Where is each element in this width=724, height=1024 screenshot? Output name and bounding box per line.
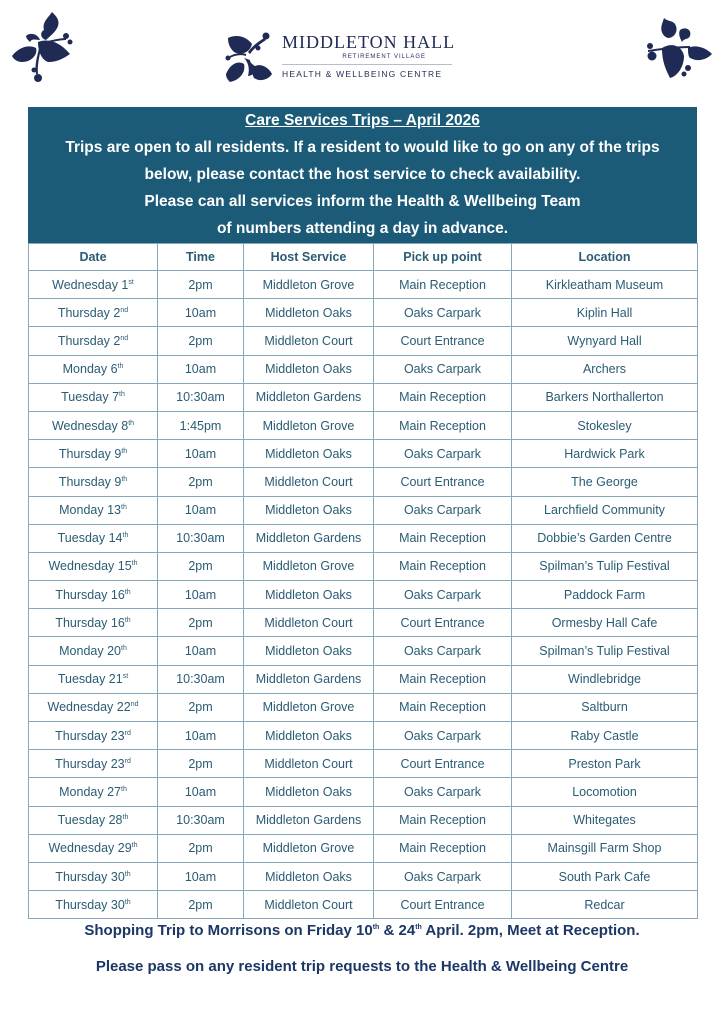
table-row — [29, 299, 698, 327]
date-day: Thursday 30 — [55, 869, 125, 884]
cell-date — [29, 581, 158, 609]
cell-pickup-point: Main Reception — [374, 524, 512, 552]
header-time: Time — [158, 244, 244, 271]
brand-divider — [282, 64, 452, 65]
cell-host-service: Middleton Court — [244, 327, 374, 355]
cell-date — [29, 806, 158, 834]
date-day: Wednesday 22 — [47, 700, 131, 715]
cell-pickup-point: Court Entrance — [374, 891, 512, 919]
shopping-text: Shopping Trip to Morrisons on Friday 10 — [84, 922, 373, 939]
cell-location: The George — [512, 468, 698, 496]
cell-time: 10am — [158, 440, 244, 468]
cell-location: Larchfield Community — [512, 496, 698, 524]
cell-host-service: Middleton Grove — [244, 834, 374, 862]
cell-host-service: Middleton Oaks — [244, 440, 374, 468]
cell-location: Mainsgill Farm Shop — [512, 834, 698, 862]
date-day: Thursday 16 — [55, 615, 125, 630]
leaf-ornament-left-icon — [8, 8, 74, 84]
cell-pickup-point: Oaks Carpark — [374, 581, 512, 609]
date-day: Wednesday 29 — [48, 841, 132, 856]
cell-host-service: Middleton Oaks — [244, 722, 374, 750]
cell-pickup-point: Main Reception — [374, 806, 512, 834]
cell-pickup-point: Court Entrance — [374, 750, 512, 778]
ordinal-suffix: th — [121, 447, 128, 455]
cell-location: Stokesley — [512, 411, 698, 439]
cell-date — [29, 665, 158, 693]
cell-location: Windlebridge — [512, 665, 698, 693]
date-day: Thursday 2 — [57, 333, 121, 348]
shopping-text: April. 2pm, Meet at Reception. — [421, 922, 640, 939]
ordinal-suffix: rd — [124, 729, 131, 737]
ordinal-suffix: th — [372, 924, 380, 931]
ordinal-suffix: th — [117, 363, 124, 370]
cell-time: 10am — [158, 496, 244, 524]
cell-pickup-point: Court Entrance — [374, 468, 512, 496]
cell-host-service: Middleton Gardens — [244, 665, 374, 693]
table-row — [29, 665, 698, 693]
cell-location: Dobbie’s Garden Centre — [512, 524, 698, 552]
cell-location: Preston Park — [512, 750, 698, 778]
date-day: Thursday 30 — [55, 897, 125, 912]
cell-pickup-point: Main Reception — [374, 693, 512, 721]
cell-date — [29, 383, 158, 411]
cell-location: Raby Castle — [512, 722, 698, 750]
brand-subtitle: RETIREMENT VILLAGE — [342, 54, 426, 60]
table-row — [29, 411, 698, 439]
cell-host-service: Middleton Court — [244, 750, 374, 778]
ordinal-suffix: th — [128, 419, 135, 427]
ordinal-suffix: nd — [130, 701, 139, 709]
cell-location: Hardwick Park — [512, 440, 698, 468]
cell-date — [29, 299, 158, 327]
date-day: Monday 27 — [59, 784, 121, 799]
date-day: Thursday 23 — [55, 728, 125, 743]
cell-host-service: Middleton Grove — [244, 693, 374, 721]
table-row — [29, 552, 698, 580]
cell-time: 10:30am — [158, 665, 244, 693]
ordinal-suffix: st — [128, 278, 134, 286]
cell-date — [29, 609, 158, 637]
cell-time: 2pm — [158, 468, 244, 496]
table-row — [29, 355, 698, 383]
cell-pickup-point: Oaks Carpark — [374, 637, 512, 665]
shopping-text: & 24 — [379, 922, 416, 939]
cell-location: Paddock Farm — [512, 581, 698, 609]
banner-line: Please can all services inform the Health & Wellbeing Team — [144, 193, 581, 210]
shopping-trip-note — [0, 922, 724, 939]
date-day: Thursday 2 — [57, 305, 121, 320]
cell-time: 10am — [158, 862, 244, 890]
cell-host-service: Middleton Oaks — [244, 299, 374, 327]
table-row — [29, 891, 698, 919]
cell-time: 10am — [158, 637, 244, 665]
cell-host-service: Middleton Oaks — [244, 862, 374, 890]
trip-requests-note: Please pass on any resident trip requests to the Health & Wellbeing Centre — [95, 958, 629, 975]
ordinal-suffix: th — [124, 588, 131, 596]
header-date: Date — [29, 244, 158, 271]
cell-host-service: Middleton Grove — [244, 271, 374, 299]
cell-date — [29, 637, 158, 665]
leaf-ornament-right-icon — [644, 12, 714, 82]
cell-host-service: Middleton Oaks — [244, 355, 374, 383]
cell-time: 1:45pm — [158, 411, 244, 439]
table-row — [29, 496, 698, 524]
banner-line: of numbers attending a day in advance. — [216, 220, 509, 237]
logo-leaf-icon — [222, 28, 278, 84]
date-day: Monday 6 — [62, 362, 118, 377]
cell-date — [29, 355, 158, 383]
cell-pickup-point: Main Reception — [374, 271, 512, 299]
table-row — [29, 722, 698, 750]
cell-date — [29, 722, 158, 750]
date-day: Thursday 9 — [58, 474, 122, 489]
cell-host-service: Middleton Oaks — [244, 778, 374, 806]
ordinal-suffix: th — [121, 785, 127, 793]
cell-time: 2pm — [158, 327, 244, 355]
cell-location: Wynyard Hall — [512, 327, 698, 355]
cell-host-service: Middleton Grove — [244, 411, 374, 439]
date-day: Tuesday 7 — [61, 390, 120, 405]
brand-name: MIDDLETON HALL — [282, 32, 456, 52]
cell-host-service: Middleton Court — [244, 468, 374, 496]
cell-date — [29, 524, 158, 552]
table-row — [29, 271, 698, 299]
cell-pickup-point: Oaks Carpark — [374, 496, 512, 524]
trips-banner — [28, 107, 697, 243]
cell-host-service: Middleton Court — [244, 609, 374, 637]
table-row — [29, 327, 698, 355]
header-host-service: Host Service — [244, 244, 374, 271]
cell-date — [29, 271, 158, 299]
date-day: Tuesday 21 — [57, 672, 123, 687]
ordinal-suffix: th — [131, 560, 138, 568]
cell-host-service: Middleton Gardens — [244, 524, 374, 552]
brand-centre: HEALTH & WELLBEING CENTRE — [282, 69, 443, 79]
ordinal-suffix: nd — [120, 334, 129, 342]
cell-pickup-point: Oaks Carpark — [374, 778, 512, 806]
cell-pickup-point: Oaks Carpark — [374, 862, 512, 890]
cell-location: Whitegates — [512, 806, 698, 834]
date-day: Monday 13 — [59, 503, 121, 518]
ordinal-suffix: nd — [120, 306, 129, 314]
ordinal-suffix: th — [119, 391, 125, 399]
cell-pickup-point: Oaks Carpark — [374, 440, 512, 468]
date-day: Tuesday 28 — [57, 813, 123, 828]
table-row — [29, 750, 698, 778]
date-day: Wednesday 1 — [52, 277, 129, 292]
cell-date — [29, 862, 158, 890]
date-day: Wednesday 8 — [51, 418, 129, 433]
cell-host-service: Middleton Court — [244, 891, 374, 919]
cell-pickup-point: Oaks Carpark — [374, 355, 512, 383]
cell-date — [29, 468, 158, 496]
cell-location: Locomotion — [512, 778, 698, 806]
cell-time: 10:30am — [158, 806, 244, 834]
cell-date — [29, 693, 158, 721]
cell-host-service: Middleton Oaks — [244, 496, 374, 524]
table-header-row — [29, 244, 698, 271]
trips-table — [28, 243, 698, 919]
cell-location: Spilman’s Tulip Festival — [512, 637, 698, 665]
cell-time: 2pm — [158, 750, 244, 778]
cell-time: 2pm — [158, 271, 244, 299]
cell-date — [29, 891, 158, 919]
date-day: Wednesday 15 — [48, 559, 132, 574]
cell-time: 2pm — [158, 552, 244, 580]
cell-date — [29, 552, 158, 580]
cell-date — [29, 327, 158, 355]
cell-location: Spilman’s Tulip Festival — [512, 552, 698, 580]
cell-pickup-point: Main Reception — [374, 552, 512, 580]
table-row — [29, 637, 698, 665]
ordinal-suffix: th — [121, 644, 127, 652]
date-day: Tuesday 14 — [57, 531, 123, 546]
banner-line: below, please contact the host service to check availability. — [144, 166, 581, 183]
header-pickup-point: Pick up point — [374, 244, 512, 271]
cell-pickup-point: Oaks Carpark — [374, 299, 512, 327]
ordinal-suffix: th — [131, 842, 138, 850]
cell-location: Barkers Northallerton — [512, 383, 698, 411]
cell-location: Saltburn — [512, 693, 698, 721]
cell-time: 10am — [158, 722, 244, 750]
cell-pickup-point: Court Entrance — [374, 609, 512, 637]
cell-time: 2pm — [158, 693, 244, 721]
cell-time: 10:30am — [158, 524, 244, 552]
ordinal-suffix: th — [121, 475, 128, 483]
cell-date — [29, 411, 158, 439]
table-row — [29, 524, 698, 552]
cell-host-service: Middleton Grove — [244, 552, 374, 580]
ordinal-suffix: th — [122, 814, 129, 821]
table-row — [29, 862, 698, 890]
date-day: Monday 20 — [59, 644, 121, 659]
banner-title: Care Services Trips – April 2026 — [245, 112, 480, 129]
cell-pickup-point: Oaks Carpark — [374, 722, 512, 750]
brand-logo — [222, 26, 458, 88]
cell-location: Archers — [512, 355, 698, 383]
table-row — [29, 383, 698, 411]
cell-host-service: Middleton Oaks — [244, 581, 374, 609]
cell-time: 10am — [158, 581, 244, 609]
cell-host-service: Middleton Gardens — [244, 806, 374, 834]
cell-location: Ormesby Hall Cafe — [512, 609, 698, 637]
cell-host-service: Middleton Oaks — [244, 637, 374, 665]
table-row — [29, 806, 698, 834]
ordinal-suffix: st — [122, 673, 129, 681]
ordinal-suffix: th — [415, 924, 422, 931]
ordinal-suffix: th — [124, 870, 131, 878]
cell-time: 10:30am — [158, 383, 244, 411]
cell-date — [29, 778, 158, 806]
cell-location: South Park Cafe — [512, 862, 698, 890]
date-day: Thursday 23 — [55, 756, 125, 771]
table-row — [29, 778, 698, 806]
header-location: Location — [512, 244, 698, 271]
table-row — [29, 468, 698, 496]
cell-location: Kiplin Hall — [512, 299, 698, 327]
cell-time: 2pm — [158, 891, 244, 919]
table-row — [29, 834, 698, 862]
cell-location: Kirkleatham Museum — [512, 271, 698, 299]
cell-time: 10am — [158, 355, 244, 383]
ordinal-suffix: th — [124, 898, 131, 906]
cell-time: 10am — [158, 299, 244, 327]
ordinal-suffix: th — [124, 616, 131, 624]
cell-time: 2pm — [158, 834, 244, 862]
cell-time: 2pm — [158, 609, 244, 637]
table-body — [29, 271, 698, 919]
cell-date — [29, 440, 158, 468]
date-day: Thursday 9 — [58, 446, 122, 461]
table-row — [29, 609, 698, 637]
cell-time: 10am — [158, 778, 244, 806]
table-row — [29, 693, 698, 721]
cell-pickup-point: Main Reception — [374, 665, 512, 693]
cell-pickup-point: Main Reception — [374, 383, 512, 411]
cell-location: Redcar — [512, 891, 698, 919]
cell-pickup-point: Main Reception — [374, 834, 512, 862]
cell-pickup-point: Main Reception — [374, 411, 512, 439]
cell-date — [29, 750, 158, 778]
banner-line: Trips are open to all residents. If a resident to would like to go on any of the trips — [65, 139, 660, 156]
ordinal-suffix: th — [122, 532, 129, 540]
cell-date — [29, 834, 158, 862]
table-row — [29, 440, 698, 468]
ordinal-suffix: th — [121, 503, 127, 511]
cell-date — [29, 496, 158, 524]
cell-host-service: Middleton Gardens — [244, 383, 374, 411]
table-row — [29, 581, 698, 609]
cell-pickup-point: Court Entrance — [374, 327, 512, 355]
ordinal-suffix: rd — [124, 757, 131, 765]
date-day: Thursday 16 — [55, 587, 125, 602]
